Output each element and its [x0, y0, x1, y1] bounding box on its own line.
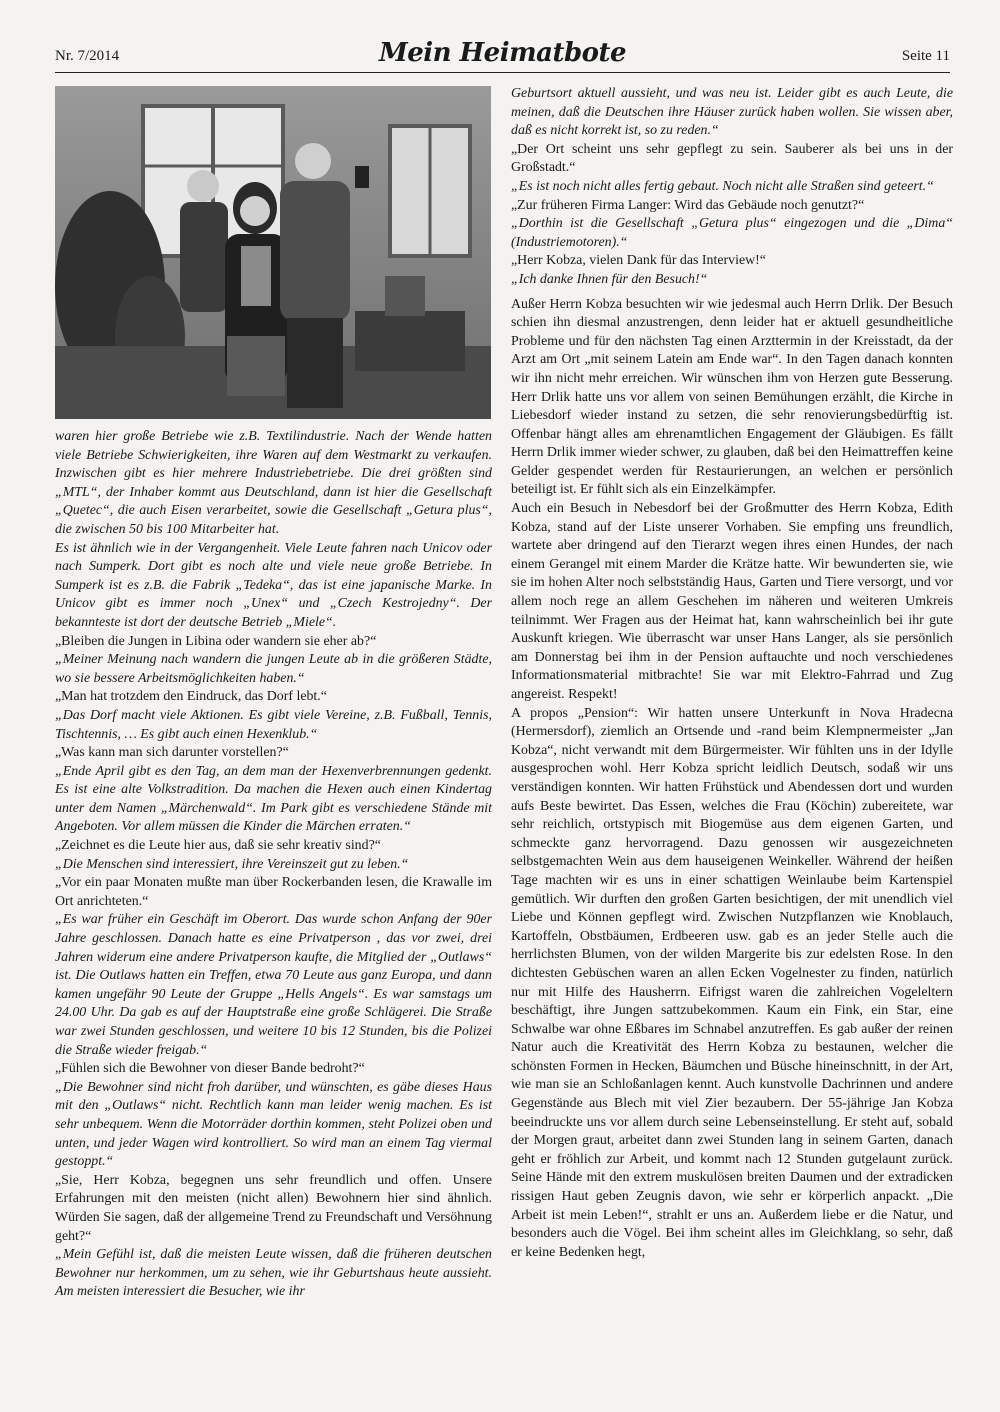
paragraph: „Mein Gefühl ist, daß die meisten Leute wissen, daß die früheren deutschen Bewohner nur herkommen, um zu sehen, wie ihr Geburtshaus heute aussieht. Am meisten interessiert die Besucher, wie ihr — [55, 1247, 492, 1300]
paragraph: „Ende April gibt es den Tag, an dem man der Hexenverbrennungen gedenkt. Es ist eine alte Volkstradition. Da machen die Hexen auch einen Kindertag unter dem Namen „Märchenwald“. Im Park gibt es verschiedene Stände mit Angeboten. Vor allem müssen die Kinder die Märchen erraten.“ — [55, 763, 492, 835]
page-number: Seite 11 — [901, 48, 950, 64]
paragraph: A propos „Pension“: Wir hatten unsere Unterkunft in Nova Hradecna (Hermersdorf), ziemlich an Ortsende und -rand beim Klempnermeister „Jan Kobza“, nicht verwandt mit dem Bürgermeister. Wir fühlten uns in der Idylle ausgesprochen wohl. Herr Kobza spricht leidlich Deutsch, sodaß wir uns verständigen konnten. Wir hatten Frühstück und Abendessen dort und wurden aufs Beste bewirtet. Das Essen, welches die Frau (Köchin) zubereitete, war sehr reichlich, ortstypisch mit Biogemüse aus dem eigenen Garten, und schmeckte ganz hervorragend. Dazu genossen wir ausgezeichneten selbstgemachten Wein aus dem hauseigenen Weinkeller. Während der heißen Tage machten wir es uns in einer schattigen Weinlaube beim Kartenspiel gemütlich. Wir durften den großen Garten besichtigen, der mit unendlich viel Liebe und Können gepflegt wird. Zwischen Nutzpflanzen wie Knoblauch, Kartoffeln, Obstbäumen, Erdbeeren usw. gab es an jeder Stelle auch die herrlichsten Blumen, von der wilden Margerite bis zur edelsten Rose. In den dichtesten Gebüschen waren an allen Ecken Vogelnester zu finden, natürlich nur mit Hilfe des Hausherrn. Eifrigst waren die zahlreichen Vogeleltern beschäftigt, ihre Jungen sattzubekommen. Kaum ein Fink, ein Star, eine Schwalbe war ohne Eßbares im Schnabel anzutreffen. Es gab außer der reinen Natur auch die Kreativität des Herrn Kobza zu bestaunen, welcher die schönsten Formen in Hecken, Bäumchen und Büsche hineinschnitt, in der Art, wie man sie an Schloßanlagen kennt. Auch kunstvolle Dachrinnen und andere Gegenstände aus Blech mit viel Zier bezaubern. Der 55-jährige Jan Kobza beeindruckte uns vor allem durch seine Lebenseinstellung. Er steht auf, sobald der Morgen graut, arbeitet dann zwei Stunden lang in seinem Garten, danach geht er fröhlich zur Arbeit, und kommt nach 12 Stunden gutgelaunt zurück. Seine Hände mit den extrem muskulösen breiten Daumen und der extradicken rissigen Haut geben Zeugnis davon, wie sehr er körperlich anpackt. „Die Arbeit ist mein Leben!“, strahlt er uns an. Außerdem liebe er die Natur, und besonders auch die Vögel. Bei ihm scheint alles im Gleichklang, so sehr, daß er keine Bedenken hegt, — [511, 705, 953, 1260]
right-column — [511, 85, 953, 1262]
paragraph: „Fühlen sich die Bewohner von dieser Bande bedroht?“ — [55, 1061, 365, 1077]
paragraph: „Der Ort scheint uns sehr gepflegt zu sein. Sauberer als bei uns in der Großstadt.“ — [511, 141, 953, 176]
paragraph: „Meiner Meinung nach wandern die jungen Leute ab in die größeren Städte, wo sie bessere Arbeitsmöglichkeiten haben.“ — [55, 652, 492, 686]
left-column — [55, 428, 492, 1302]
paragraph: „Sie, Herr Kobza, begegnen uns sehr freundlich und offen. Unsere Erfahrungen mit den meisten (nicht allen) Bewohnern hier sind ähnlich. Würden Sie sagen, daß der allgemeine Trend zu Freundschaft und Versöhnung geht?“ — [55, 1172, 492, 1244]
paragraph: „Ich danke Ihnen für den Besuch!“ — [511, 271, 708, 287]
issue-number: Nr. 7/2014 — [55, 48, 120, 64]
paragraph: Es ist ähnlich wie in der Vergangenheit. Viele Leute fahren nach Unicov oder nach Sumperk. Dort gibt es noch alte und viele neue große Betriebe. In Sumperk ist es z.B. die Fabrik „Tedeka“, das ist eine japanische Marke. In Unicov gibt es immer noch „Unex“ und „Czech Kestrojedny“. Der bekannteste ist dort der deutsche Betrieb „Miele“. — [55, 540, 492, 630]
paragraph: „Die Menschen sind interessiert, ihre Vereinszeit gut zu leben.“ — [55, 856, 409, 872]
paragraph: „Was kann man sich darunter vorstellen?“ — [55, 745, 289, 761]
header-rule — [55, 72, 950, 73]
paragraph: Außer Herrn Kobza besuchten wir wie jedesmal auch Herrn Drlik. Der Besuch schien ihn diesmal anzustrengen, denn leider hat er aktuell gesundheitliche Probleme und für den nächsten Tag einen Arzttermin in der Kreisstadt, da der Arzt am Ort „mit seinem Latein am Ende war“. In den Tagen danach konnten wir ihn nicht mehr erreichen. Wir wünschen ihm von Herzen gute Besserung. Herr Drlik hatte uns vor allem von seinen Bemühungen erzählt, die Kirche in Liebesdorf wieder instand zu setzen, die sehr renovierungsbedürftig ist. Offenbar hängt alles am ehrenamtlichen Engagement der Gläubigen. Es fällt Herrn Drlik immer wieder schwer, zu glauben, daß bei den Heimattreffen keine Gelder gespendet werden für Restaurierungen, an welchen er persönlich beteiligt ist. Er fühlt sich als ein Einzelkämpfer. — [511, 296, 953, 498]
paragraph: „Vor ein paar Monaten mußte man über Rockerbanden lesen, die Krawalle im Ort anrichteten.“ — [55, 875, 492, 909]
paragraph: „Herr Kobza, vielen Dank für das Interview!“ — [511, 253, 766, 269]
paragraph: „Man hat trotzdem den Eindruck, das Dorf lebt.“ — [55, 689, 327, 705]
paragraph: „Es ist noch nicht alles fertig gebaut. Noch nicht alle Straßen sind geteert.“ — [511, 178, 934, 194]
page-header — [55, 38, 950, 72]
paragraph: „Die Bewohner sind nicht froh darüber, und wünschten, es gäbe dieses Haus mit den „Outlaws“ nicht. Rechtlich kann man leider wenig machen. Es ist sehr unbequem. Wenn die Motorräder dorthin kommen, steht Polizei oben und unten, und jeder Wagen wird kontrolliert. So wird man an einem Tag viermal gestoppt.“ — [55, 1079, 492, 1170]
paragraph: „Dorthin ist die Gesellschaft „Getura plus“ eingezogen und die „Dima“ (Industriemotoren).“ — [511, 216, 953, 250]
paragraph: „Es war früher ein Geschäft im Oberort. Das wurde schon Anfang der 90er Jahre geschlossen. Danach hatte es eine Privatperson , das vor zwei, drei Jahren widerum eine andere Privatperson kaufte, die Mitglied der „Outlaws“ ist. Die Outlaws hatten ein Treffen, etwa 70 Leute aus ganz Europa, und dann kamen ungefähr 90 Leute der Gruppe „Hells Angels“. Es war samstags um 24.00 Uhr. Da gab es auf der Hauptstraße eine große Schlägerei. Die Straße war zwei Stunden geschlossen, und weitere 10 bis 12 Stunden, bis die Polizei die Straße wieder freigab.“ — [55, 912, 492, 1058]
paragraph: Geburtsort aktuell aussieht, und was neu ist. Leider gibt es auch Leute, die meinen, daß die Deutschen ihre Häuser zurück haben wollen. Sie wissen aber, daß es nicht korrekt ist, so zu reden.“ — [511, 86, 953, 139]
article-photo — [55, 86, 491, 419]
masthead-title: Mein Heimatbote — [378, 38, 627, 68]
paragraph: „Zeichnet es die Leute hier aus, daß sie sehr kreativ sind?“ — [55, 838, 381, 854]
paragraph: Auch ein Besuch in Nebesdorf bei der Großmutter des Herrn Kobza, Edith Kobza, stand auf der Liste unserer Vorhaben. Sie empfing uns freundlich, wartete aber dringend auf den Tierarzt wegen ihres einen Hundes, der nach einem Gerangel mit einem Marder die Krätze hatte. Wir bewunderten sie, wie sie im hohen Alter noch selbstständig Haus, Garten und Tiere versorgt, und vor allem noch rege an allem Geschehen im näheren und weiteren Umkreis teilnimmt. Wer Fragen aus der Heimat hat, kann wahrscheinlich bei ihr gute Auskunft kriegen. Wie überrascht war unser Hans Langer, als sie persönlich am Donnerstag bei ihm in der Pension auftauchte und noch verschiedenes Informationsmaterial mitbrachte! Sie war mit Elektro-Fahrrad und Zug angereist. Respekt! — [511, 501, 953, 702]
paragraph: „Zur früheren Firma Langer: Wird das Gebäude noch genutzt?“ — [511, 197, 865, 213]
paragraph: waren hier große Betriebe wie z.B. Textilindustrie. Nach der Wende hatten viele Betriebe Schwierigkeiten, ihre Waren auf dem Westmarkt zu verkaufen. Inzwischen gibt es hier mehrere Industriebetriebe. Die drei größten sind „MTL“, der Inhaber kommt aus Deutschland, dann ist hier die Gesellschaft „Quetec“, die auch Eisen verarbeitet, sowie die Gesellschaft „Getura plus“, die zwischen 50 bis 100 Mitarbeiter hat. — [55, 429, 492, 537]
paragraph: „Bleiben die Jungen in Libina oder wandern sie eher ab?“ — [55, 633, 377, 649]
paragraph: „Das Dorf macht viele Aktionen. Es gibt viele Vereine, z.B. Fußball, Tennis, Tischtennis, … Es gibt auch einen Hexenklub.“ — [55, 707, 492, 742]
